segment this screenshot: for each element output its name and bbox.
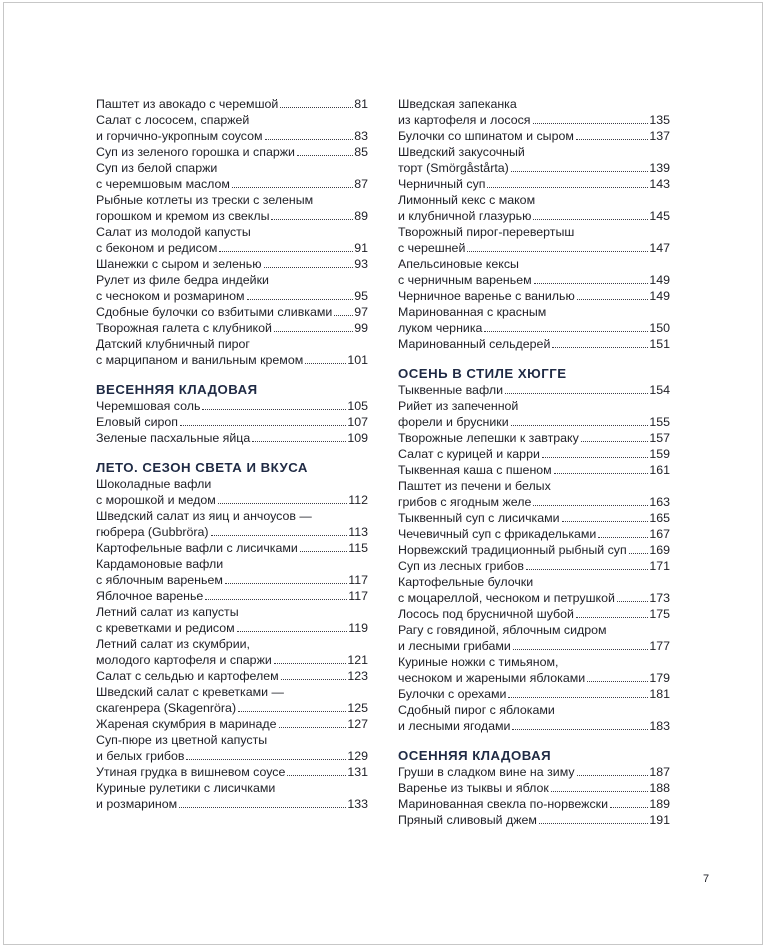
entry-page-number: 173 (649, 591, 670, 605)
entry-page-number: 127 (347, 717, 368, 731)
entry-title: Рулет из филе бедра индейки (96, 273, 269, 287)
entry-page-number: 169 (649, 543, 670, 557)
dot-leader (218, 503, 348, 504)
dot-leader (186, 759, 346, 760)
toc-entry-continuation (96, 636, 368, 652)
entry-title: Лосось под брусничной шубой (398, 607, 574, 621)
entry-title: Суп из лесных грибов (398, 559, 524, 573)
entry-title: Суп-пюре из цветной капусты (96, 733, 268, 747)
toc-entry (398, 494, 670, 510)
dot-leader (237, 631, 348, 632)
entry-title: с марципаном и ванильным кремом (96, 353, 304, 367)
entry-title: с беконом и редисом (96, 241, 218, 255)
entry-title: Куриные ножки с тимьяном, (398, 655, 559, 669)
entry-title: Варенье из тыквы и яблок (398, 781, 549, 795)
entry-title: с моцареллой, чесноком и петрушкой (398, 591, 615, 605)
entry-page-number: 187 (649, 765, 670, 779)
entry-title: Тыквенный суп с лисичками (398, 511, 560, 525)
entry-page-number: 83 (354, 129, 368, 143)
entry-page-number: 91 (354, 241, 368, 255)
entry-title: луком черника (398, 321, 483, 335)
toc-entry (398, 686, 670, 702)
toc-entry-continuation (96, 336, 368, 352)
entry-title: и горчично-укропным соусом (96, 129, 263, 143)
dot-leader (554, 473, 649, 474)
toc-entry (96, 240, 368, 256)
entry-title: Шведский салат из яиц и анчоусов — (96, 509, 312, 523)
entry-title: Сдобный пирог с яблоками (398, 703, 555, 717)
dot-leader (577, 775, 649, 776)
entry-title: торт (Smörgåstårta) (398, 161, 509, 175)
toc-entry (96, 796, 368, 812)
toc-entry (96, 304, 368, 320)
section-heading: ЛЕТО. СЕЗОН СВЕТА И ВКУСА (96, 460, 308, 475)
toc-entry (398, 590, 670, 606)
entry-title: Лимонный кекс с маком (398, 193, 536, 207)
toc-entry (398, 812, 670, 828)
toc-entry-continuation (96, 604, 368, 620)
entry-title: Пряный сливовый джем (398, 813, 537, 827)
toc-entry (398, 382, 670, 398)
toc-entry-continuation (398, 654, 670, 670)
dot-leader (576, 139, 648, 140)
entry-title: Маринованная с красным (398, 305, 547, 319)
entry-title: Маринованная свекла по-норвежски (398, 797, 608, 811)
dot-leader (587, 681, 648, 682)
dot-leader (274, 663, 347, 664)
entry-title: Датский клубничный пирог (96, 337, 250, 351)
toc-entry (96, 288, 368, 304)
entry-title: Шведский закусочный (398, 145, 525, 159)
dot-leader (577, 299, 649, 300)
dot-leader (484, 331, 648, 332)
toc-entry (398, 336, 670, 352)
entry-page-number: 147 (649, 241, 670, 255)
entry-title: Суп из зеленого горошка и спаржи (96, 145, 295, 159)
entry-page-number: 167 (649, 527, 670, 541)
toc-entry-continuation (398, 144, 670, 160)
entry-title: скагенрера (Skagenröra) (96, 701, 237, 715)
entry-page-number: 179 (649, 671, 670, 685)
toc-entry (96, 256, 368, 272)
toc-entry (398, 638, 670, 654)
entry-page-number: 143 (649, 177, 670, 191)
dot-leader (533, 219, 648, 220)
toc-entry (398, 462, 670, 478)
entry-title: с черешней (398, 241, 466, 255)
toc-entry (96, 144, 368, 160)
entry-title: Шоколадные вафли (96, 477, 212, 491)
entry-title: Черемшовая соль (96, 399, 201, 413)
toc-entry (398, 446, 670, 462)
entry-page-number: 149 (649, 289, 670, 303)
entry-title: Кардамоновые вафли (96, 557, 224, 571)
toc-entry (96, 524, 368, 540)
entry-title: и розмарином (96, 797, 178, 811)
entry-page-number: 137 (649, 129, 670, 143)
entry-page-number: 93 (354, 257, 368, 271)
entry-page-number: 151 (649, 337, 670, 351)
entry-title: Маринованный сельдерей (398, 337, 551, 351)
dot-leader (508, 697, 648, 698)
toc-entry (96, 572, 368, 588)
toc-entry (96, 128, 368, 144)
entry-title: Жареная скумбрия в маринаде (96, 717, 277, 731)
toc-entry (398, 240, 670, 256)
toc-entry-continuation (96, 112, 368, 128)
dot-leader (225, 583, 347, 584)
entry-page-number: 107 (347, 415, 368, 429)
entry-title: Тыквенная каша с пшеном (398, 463, 552, 477)
entry-title: Норвежский традиционный рыбный суп (398, 543, 627, 557)
entry-page-number: 121 (347, 653, 368, 667)
toc-entry-continuation (398, 574, 670, 590)
entry-title: Салат с курицей и карри (398, 447, 540, 461)
entry-title: Булочки со шпинатом и сыром (398, 129, 574, 143)
entry-title: с креветками и редисом (96, 621, 235, 635)
page-number: 7 (703, 873, 710, 885)
toc-entry (96, 414, 368, 430)
entry-title: с черничным вареньем (398, 273, 532, 287)
toc-entry-continuation (96, 160, 368, 176)
toc-entry (96, 764, 368, 780)
entry-title: Куриные рулетики с лисичками (96, 781, 276, 795)
dot-leader (610, 807, 648, 808)
toc-entry (398, 542, 670, 558)
entry-page-number: 161 (649, 463, 670, 477)
entry-page-number: 112 (348, 493, 368, 507)
entry-page-number: 131 (347, 765, 368, 779)
entry-title: Шведская запеканка (398, 97, 517, 111)
entry-title: с морошкой и медом (96, 493, 216, 507)
entry-title: Черничный суп (398, 177, 486, 191)
entry-page-number: 171 (649, 559, 670, 573)
toc-entry (96, 700, 368, 716)
dot-leader (512, 729, 648, 730)
toc-entry (96, 668, 368, 684)
entry-page-number: 155 (649, 415, 670, 429)
dot-leader (274, 331, 353, 332)
entry-title: форели и брусники (398, 415, 509, 429)
dot-leader (533, 505, 648, 506)
entry-title: Шведский салат с креветками — (96, 685, 284, 699)
entry-title: с яблочным вареньем (96, 573, 223, 587)
entry-page-number: 105 (347, 399, 368, 413)
toc-entry (96, 492, 368, 508)
entry-title: горошком и кремом из свеклы (96, 209, 270, 223)
dot-leader (513, 649, 649, 650)
entry-title: Шанежки с сыром и зеленью (96, 257, 262, 271)
entry-page-number: 191 (649, 813, 670, 827)
entry-page-number: 99 (354, 321, 368, 335)
toc-entry-continuation (96, 224, 368, 240)
dot-leader (542, 457, 648, 458)
entry-page-number: 188 (649, 781, 670, 795)
entry-title: Салат из молодой капусты (96, 225, 251, 239)
dot-leader (526, 569, 648, 570)
dot-leader (487, 187, 648, 188)
dot-leader (581, 441, 649, 442)
entry-title: из картофеля и лосося (398, 113, 531, 127)
entry-title: с черемшовым маслом (96, 177, 230, 191)
dot-leader (534, 283, 649, 284)
entry-title: и лесными грибами (398, 639, 511, 653)
dot-leader (202, 409, 346, 410)
entry-title: Летний салат из скумбрии, (96, 637, 250, 651)
toc-entry-continuation (96, 732, 368, 748)
toc-column-left (96, 96, 368, 812)
toc-entry (96, 620, 368, 636)
entry-title: Рагу с говядиной, яблочным сидром (398, 623, 607, 637)
entry-page-number: 154 (649, 383, 670, 397)
entry-title: Летний салат из капусты (96, 605, 239, 619)
dot-leader (252, 441, 346, 442)
section-heading: ВЕСЕННЯЯ КЛАДОВАЯ (96, 382, 258, 397)
dot-leader (271, 219, 353, 220)
entry-page-number: 87 (354, 177, 368, 191)
entry-title: и белых грибов (96, 749, 185, 763)
entry-title: Паштет из авокадо с черемшой (96, 97, 279, 111)
toc-entry (398, 796, 670, 812)
entry-title: Чечевичный суп с фрикадельками (398, 527, 597, 541)
entry-title: Творожная галета с клубникой (96, 321, 272, 335)
dot-leader (238, 711, 346, 712)
dot-leader (617, 601, 648, 602)
dot-leader (629, 553, 649, 554)
toc-entry-continuation (96, 684, 368, 700)
entry-title: и клубничной глазурью (398, 209, 532, 223)
dot-leader (232, 187, 353, 188)
dot-leader (281, 679, 347, 680)
dot-leader (297, 155, 353, 156)
dot-leader (467, 251, 648, 252)
toc-entry (398, 430, 670, 446)
toc-entry-continuation (398, 192, 670, 208)
entry-page-number: 163 (649, 495, 670, 509)
dot-leader (300, 551, 347, 552)
toc-entry (96, 398, 368, 414)
entry-title: Рийет из запеченной (398, 399, 519, 413)
entry-title: гюбрера (Gubbröra) (96, 525, 209, 539)
entry-page-number: 157 (649, 431, 670, 445)
toc-entry (398, 176, 670, 192)
toc-entry (398, 208, 670, 224)
entry-page-number: 81 (354, 97, 368, 111)
toc-entry (398, 670, 670, 686)
entry-title: чесноком и жареными яблоками (398, 671, 586, 685)
entry-title: и лесными ягодами (398, 719, 511, 733)
entry-page-number: 101 (347, 353, 368, 367)
toc-entry (96, 652, 368, 668)
entry-page-number: 115 (348, 541, 368, 555)
entry-title: Картофельные вафли с лисичками (96, 541, 298, 555)
entry-page-number: 109 (347, 431, 368, 445)
entry-title: Суп из белой спаржи (96, 161, 218, 175)
entry-page-number: 145 (649, 209, 670, 223)
dot-leader (211, 535, 348, 536)
entry-title: Зеленые пасхальные яйца (96, 431, 251, 445)
entry-page-number: 123 (347, 669, 368, 683)
entry-page-number: 125 (347, 701, 368, 715)
entry-title: Утиная грудка в вишневом соусе (96, 765, 286, 779)
toc-entry (96, 748, 368, 764)
entry-title: молодого картофеля и спаржи (96, 653, 272, 667)
dot-leader (265, 139, 354, 140)
dot-leader (562, 521, 649, 522)
entry-page-number: 175 (649, 607, 670, 621)
entry-page-number: 139 (649, 161, 670, 175)
entry-page-number: 149 (649, 273, 670, 287)
toc-entry (398, 414, 670, 430)
toc-entry-continuation (96, 192, 368, 208)
toc-entry (398, 764, 670, 780)
dot-leader (505, 393, 648, 394)
entry-page-number: 133 (347, 797, 368, 811)
dot-leader (179, 807, 346, 808)
dot-leader (180, 425, 346, 426)
dot-leader (205, 599, 347, 600)
toc-entry (398, 510, 670, 526)
toc-entry-continuation (96, 476, 368, 492)
toc-entry (96, 320, 368, 336)
entry-title: грибов с ягодным желе (398, 495, 532, 509)
toc-entry-continuation (398, 304, 670, 320)
toc-entry-continuation (96, 780, 368, 796)
toc-entry-continuation (398, 622, 670, 638)
dot-leader (576, 617, 648, 618)
dot-leader (552, 347, 648, 348)
entry-title: Творожный пирог-перевертыш (398, 225, 575, 239)
toc-entry (398, 112, 670, 128)
dot-leader (511, 425, 649, 426)
toc-entry (96, 716, 368, 732)
entry-title: Салат с лососем, спаржей (96, 113, 250, 127)
entry-title: Сдобные булочки со взбитыми сливками (96, 305, 333, 319)
entry-page-number: 150 (649, 321, 670, 335)
toc-entry-continuation (398, 478, 670, 494)
toc-entry-continuation (96, 508, 368, 524)
toc-entry-continuation (398, 398, 670, 414)
dot-leader (598, 537, 648, 538)
entry-title: Черничное варенье с ванилью (398, 289, 575, 303)
entry-title: Рыбные котлеты из трески с зеленым (96, 193, 314, 207)
toc-entry (398, 160, 670, 176)
entry-page-number: 177 (649, 639, 670, 653)
toc-entry-continuation (398, 96, 670, 112)
toc-entry (398, 780, 670, 796)
entry-page-number: 135 (649, 113, 670, 127)
toc-entry (96, 588, 368, 604)
entry-title: Еловый сироп (96, 415, 178, 429)
dot-leader (287, 775, 346, 776)
entry-title: с чесноком и розмарином (96, 289, 245, 303)
entry-page-number: 159 (649, 447, 670, 461)
section-heading: ОСЕНЬ В СТИЛЕ ХЮГГЕ (398, 366, 567, 381)
dot-leader (511, 171, 649, 172)
entry-title: Тыквенные вафли (398, 383, 504, 397)
toc-entry-continuation (96, 272, 368, 288)
entry-page-number: 181 (649, 687, 670, 701)
toc-entry (96, 96, 368, 112)
entry-page-number: 95 (354, 289, 368, 303)
entry-title: Апельсиновые кексы (398, 257, 519, 271)
dot-leader (539, 823, 648, 824)
toc-entry (398, 558, 670, 574)
toc-entry (398, 606, 670, 622)
entry-page-number: 119 (348, 621, 368, 635)
toc-entry (398, 288, 670, 304)
toc-entry-continuation (96, 556, 368, 572)
section-heading: ОСЕННЯЯ КЛАДОВАЯ (398, 748, 552, 763)
dot-leader (305, 363, 346, 364)
entry-title: Груши в сладком вине на зиму (398, 765, 575, 779)
toc-entry (398, 526, 670, 542)
entry-title: Булочки с орехами (398, 687, 507, 701)
entry-page-number: 165 (649, 511, 670, 525)
entry-title: Яблочное варенье (96, 589, 204, 603)
toc-entry (398, 128, 670, 144)
dot-leader (551, 791, 648, 792)
entry-title: Паштет из печени и белых (398, 479, 551, 493)
toc-entry-continuation (398, 224, 670, 240)
toc-entry-continuation (398, 702, 670, 718)
entry-page-number: 117 (348, 573, 368, 587)
entry-page-number: 117 (348, 589, 368, 603)
entry-page-number: 189 (649, 797, 670, 811)
dot-leader (279, 727, 347, 728)
toc-entry (96, 176, 368, 192)
dot-leader (280, 107, 353, 108)
dot-leader (219, 251, 353, 252)
dot-leader (247, 299, 354, 300)
toc-entry (96, 208, 368, 224)
dot-leader (264, 267, 354, 268)
toc-entry (398, 320, 670, 336)
dot-leader (533, 123, 649, 124)
entry-page-number: 183 (649, 719, 670, 733)
toc-entry (96, 430, 368, 446)
toc-entry-continuation (398, 256, 670, 272)
entry-page-number: 89 (354, 209, 368, 223)
entry-page-number: 129 (347, 749, 368, 763)
entry-page-number: 97 (354, 305, 368, 319)
entry-title: Салат с сельдью и картофелем (96, 669, 279, 683)
entry-page-number: 113 (348, 525, 368, 539)
toc-entry (398, 272, 670, 288)
toc-entry (96, 540, 368, 556)
entry-title: Творожные лепешки к завтраку (398, 431, 579, 445)
entry-title: Картофельные булочки (398, 575, 534, 589)
toc-column-right (398, 96, 670, 828)
toc-entry (96, 352, 368, 368)
entry-page-number: 85 (354, 145, 368, 159)
dot-leader (334, 315, 353, 316)
toc-entry (398, 718, 670, 734)
